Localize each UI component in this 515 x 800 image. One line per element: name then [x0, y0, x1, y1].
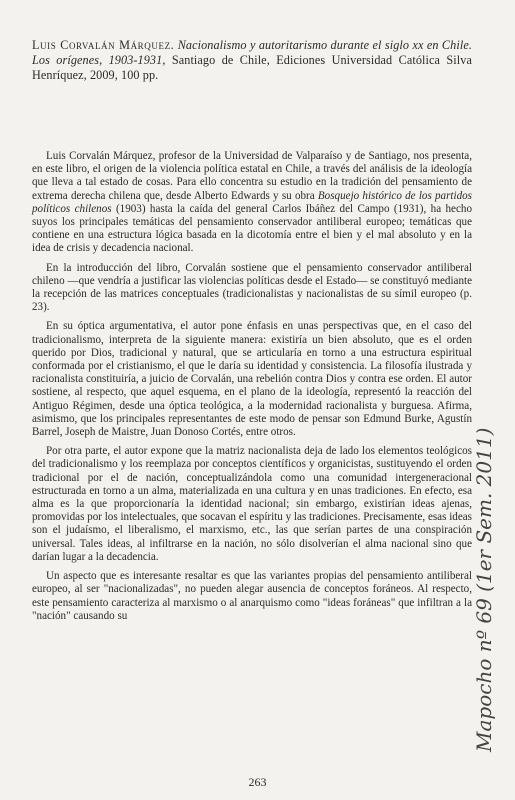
page-number: 263 — [248, 775, 267, 789]
paragraph-5: Un aspecto que es interesante resaltar es que las variantes propias del pensamiento antiliberal europeo, al ser "nacionalizadas", no pueden alegar ausencia de conceptos foráneos. Al respecto, este pensamiento caracteriza al marxismo o al anarquismo como "ideas foráneas" que infiltran a la "nación" causando su — [32, 570, 472, 622]
bibliographic-header — [32, 38, 472, 84]
handwritten-margin-note — [470, 427, 500, 770]
paragraph-1 — [32, 150, 472, 256]
paragraph-4: Por otra parte, el autor expone que la matriz nacionalista deja de lado los elementos teológicos del tradicionalismo y los reemplaza por conceptos científicos y organicistas, sustituyendo el orden tradicional por el de nación, conceptualizándola como una comunidad intergeneracional estructurada en torno a un alma, materializada en una cultura y en unas tradiciones. En efecto, esa alma es la que proporcionaría la identidad nacional; sin embargo, existirían ideas ajenas, promovidas por los intelectuales, que socavan el espíritu y las tradiciones. Precisamente, esas ideas son el judaísmo, el liberalismo, el marxismo, etc., las que serían partes de una conspiración universal. Tales ideas, al infiltrarse en la nación, no sólo disolverían el alma nacional sino que darían lugar a la decadencia. — [32, 445, 472, 563]
paragraph-1-cited-work: Bosquejo histórico de los partidos políticos chilenos — [32, 189, 472, 215]
paragraph-2: En la introducción del libro, Corvalán sostiene que el pensamiento conservador antiliberal chileno —que vendría a justificar las violencias políticas desde el Estado— se constituyó mediante la recepción de las matrices conceptuales (tradicionalistas y nacionalistas de su símil europeo (p. 23). — [32, 261, 472, 314]
margin-note-text: Mapocho nº 69 (1er Sem. 2011) — [472, 427, 496, 752]
paragraph-3: En su óptica argumentativa, el autor pone énfasis en unas perspectivas que, en el caso del tradicionalismo, interpreta de la siguiente manera: existiría un bien absoluto, que es el orden querido por Dios, tradicional y natural, que se articularía en torno a una estructura espiritual conformada por el cristianismo, el que le daría su identidad y consistencia. La filosofía ilustrada y racionalista constituiría, a juicio de Corvalán, una rebelión contra Dios y contra ese orden. El autor sostiene, al respecto, que aquel esquema, en el plano de la ideología, representó la reacción del Antiguo Régimen, desde una óptica teológica, a la modernidad racionalista y burguesa. Afirma, asimismo, que los principales representantes de este modo de pensar son Edmund Burke, Agustín Barrel, Joseph de Maistre, Juan Donoso Cortés, entre otros. — [32, 320, 472, 439]
paragraph-1-part-a: Luis Corvalán Márquez, profesor de la Universidad de Valparaíso y de Santiago, nos presenta, en este libro, el origen de la violencia política estatal en Chile, a través del análisis de la ideología que lleva a tal estado de cosas. Para ello concentra su estudio en la tradición del pensamiento de extrema derecha chilena que, desde Alberto Edwards y su obra — [32, 150, 472, 202]
book-title: Nacionalismo y autoritarismo durante el siglo xx en Chile. Los orígenes, 1903-1931, — [32, 38, 472, 68]
review-body — [32, 150, 472, 629]
book-publication: Santiago de Chile, Ediciones Universidad Católica Silva Henríquez, 2009, 100 pp. — [32, 53, 472, 83]
book-author: Luis Corvalán Márquez. — [32, 38, 175, 52]
paragraph-1-part-c: (1903) hasta la caída del general Carlos Ibáñez del Campo (1931), ha hecho suyos los principales temáticas del pensamiento conservador antiliberal europeo; temáticas que contiene en una estructura lógica basada en la dicotomía entre el bien y el mal absoluto y en la idea de crisis y decadencia nacional. — [32, 202, 472, 255]
